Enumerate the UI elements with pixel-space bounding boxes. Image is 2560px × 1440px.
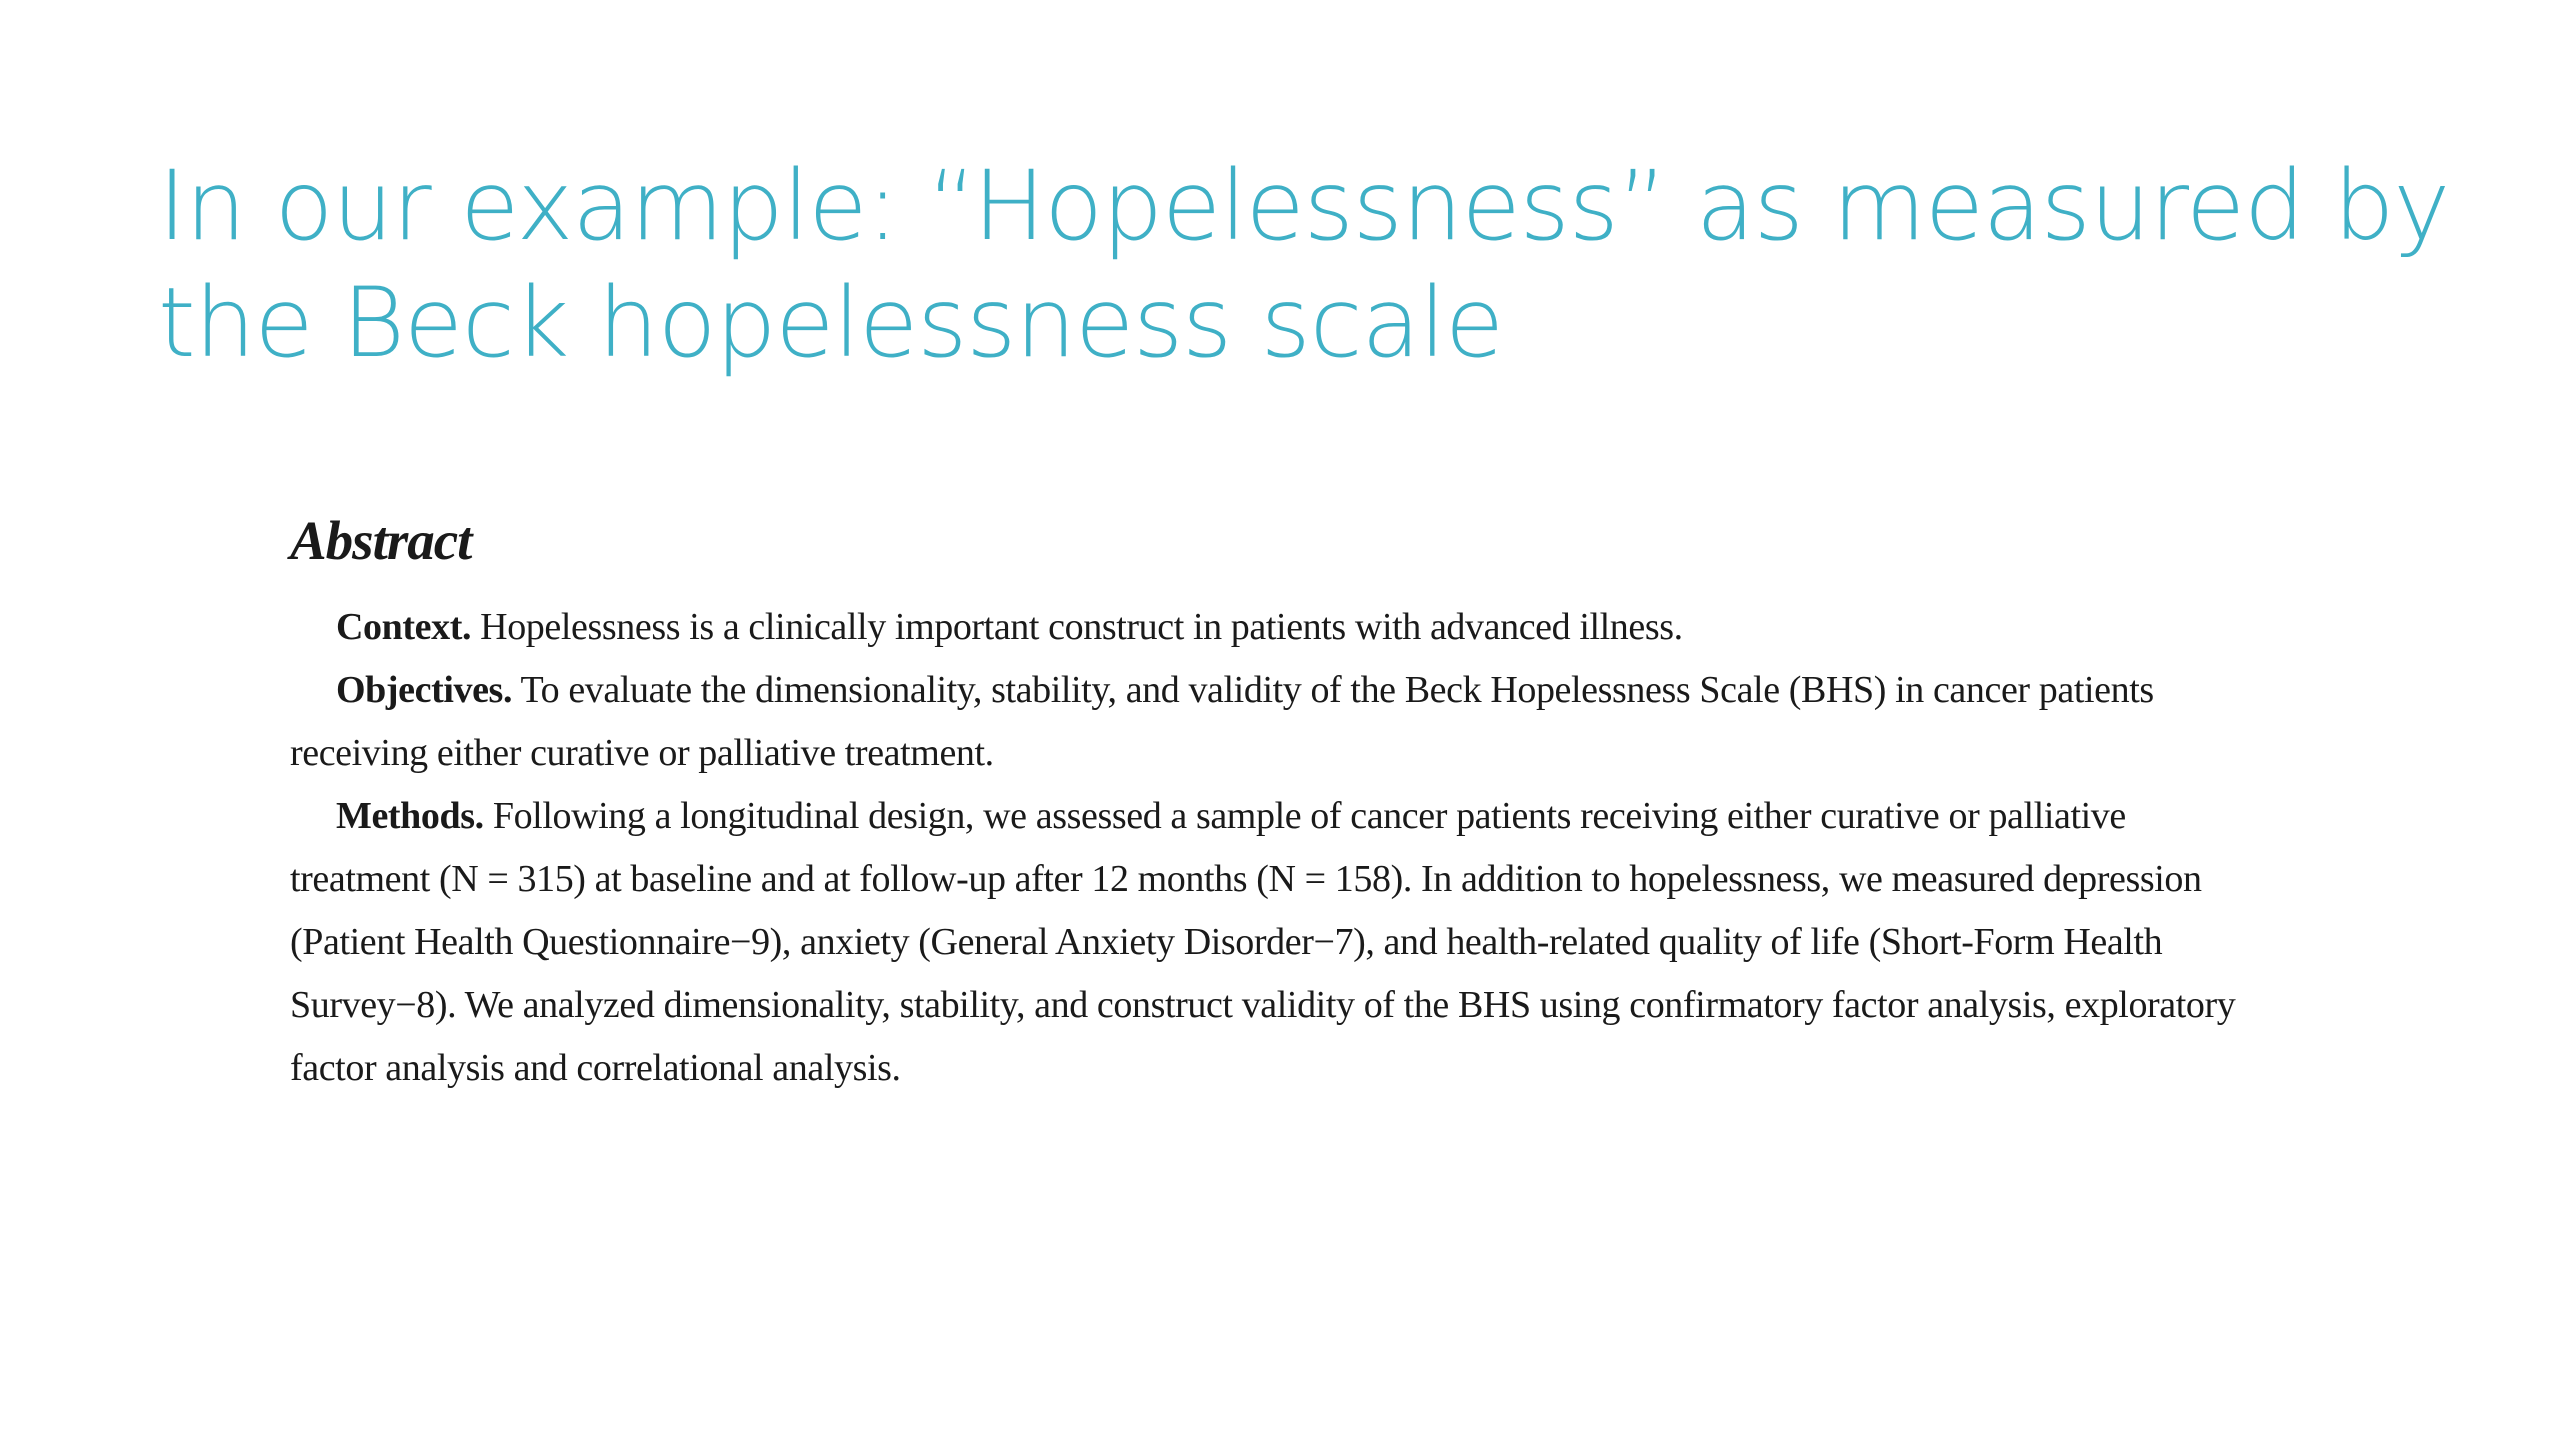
objectives-text: To evaluate the dimensionality, stability, and validity of the Beck Hopelessness Scale (BHS) in cancer patients receiving either curative or palliative treatment. [290, 669, 2154, 774]
abstract-heading: Abstract [290, 510, 472, 571]
abstract-objectives-paragraph [290, 659, 2240, 785]
methods-label: Methods. [336, 795, 484, 837]
abstract-methods-paragraph [290, 785, 2240, 1100]
slide-title: In our example: “Hopelessness” as measured by the Beck hopelessness scale [158, 150, 2450, 379]
context-text: Hopelessness is a clinically important construct in patients with advanced illness. [471, 606, 1683, 648]
abstract-excerpt [290, 508, 2240, 1100]
objectives-label: Objectives. [336, 669, 513, 711]
methods-text: Following a longitudinal design, we assessed a sample of cancer patients receiving either curative or palliative treatment (N = 315) at baseline and at follow-up after 12 months (N = 158). In addition to hopelessness, we measured depression (Patient Health Questionnaire−9), anxiety (General Anxiety Disorder−7), and health-related quality of life (Short-Form Health Survey−8). We analyzed dimensionality, stability, and construct validity of the BHS using confirmatory factor analysis, exploratory factor analysis and correlational analysis. [290, 795, 2236, 1089]
context-label: Context. [336, 606, 472, 648]
abstract-context-paragraph [290, 596, 2240, 659]
